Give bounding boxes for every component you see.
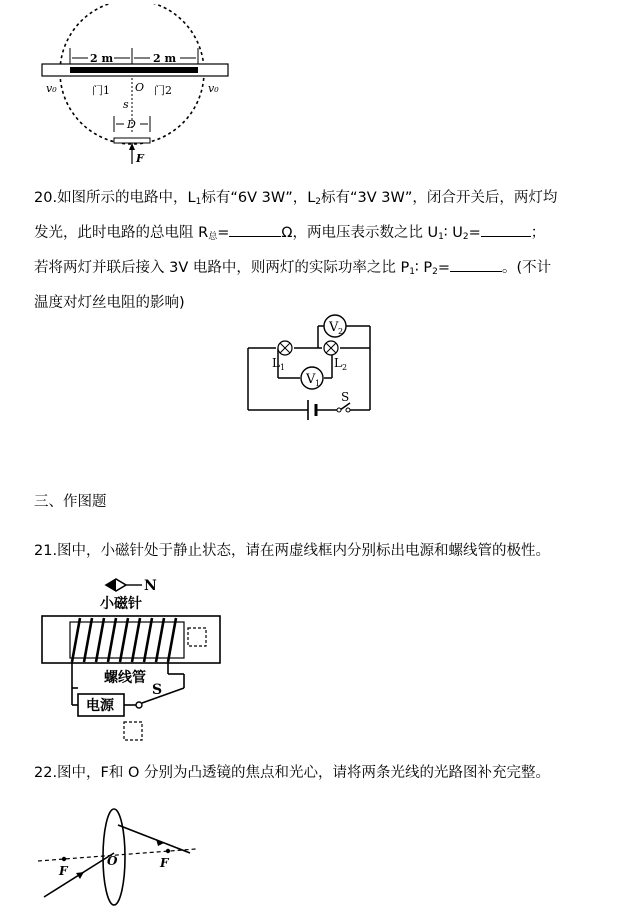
q20-line-1: 20.如图所示的电路中，$L_1$标有“6V 3W”，$L_2$标有“3V 3W”，闭合开关后，两灯均 <box>34 190 558 207</box>
left-dim-label: 2 m <box>90 52 114 65</box>
l1-sub: 1 <box>280 363 286 372</box>
v1-label: V <box>306 372 316 387</box>
f-left-label: F <box>59 864 68 878</box>
solenoid-label: 螺线管 <box>104 670 146 686</box>
q20-line-4: 温度对灯丝电阻的影响) <box>34 295 185 311</box>
door1-label: 门1 <box>92 84 110 97</box>
door2-label: 门2 <box>154 84 172 97</box>
section-title-3: 三、作图题 <box>34 494 107 510</box>
v2-sub: 2 <box>338 327 344 336</box>
l2-sub: 2 <box>342 363 348 372</box>
q20-line-3: 若将两灯并联后接入 3V 电路中，则两灯的实际功率之比 $P_1∶$ $P_2=$ 。(不计 <box>34 253 609 288</box>
l1-label: L <box>272 356 280 370</box>
switch-label: S <box>341 390 350 404</box>
f-label: F <box>136 152 144 165</box>
l2-label: L <box>334 356 342 370</box>
door-diagram <box>34 4 234 172</box>
v0-right-label: v₀ <box>208 82 219 95</box>
circuit-diagram <box>242 310 376 424</box>
lens-diagram <box>34 805 204 909</box>
v0-left-label: v₀ <box>46 82 57 95</box>
question-20 <box>34 183 609 319</box>
answer-blank-power-ratio[interactable] <box>450 254 502 272</box>
n-label: N <box>144 578 157 594</box>
power-label: 电源 <box>86 698 114 714</box>
solenoid-diagram <box>36 576 226 748</box>
answer-blank-resistance[interactable] <box>229 219 281 237</box>
s-label: s <box>123 98 129 111</box>
v2-label: V <box>329 320 339 335</box>
o-label: O <box>107 854 118 868</box>
right-dim-label: 2 m <box>153 52 177 65</box>
question-21: 21.图中，小磁针处于静止状态，请在两虚线框内分别标出电源和螺线管的极性。 <box>34 543 551 559</box>
switch-s-label: S <box>152 682 163 698</box>
d-label: D <box>127 118 136 131</box>
center-label: O <box>135 81 145 94</box>
needle-label: 小磁针 <box>100 596 142 612</box>
v1-sub: 1 <box>315 379 321 388</box>
q20-line-2: 发光，此时电路的总电阻 $R_总= \Omega$，两电压表示数之比 $U_1∶$ $U_2=$ ； <box>34 218 609 253</box>
f-right-label: F <box>160 856 169 870</box>
question-22: 22.图中，F和 O 分别为凸透镜的焦点和光心，请将两条光线的光路图补充完整。 <box>34 765 551 781</box>
answer-blank-voltage-ratio[interactable] <box>481 219 531 237</box>
